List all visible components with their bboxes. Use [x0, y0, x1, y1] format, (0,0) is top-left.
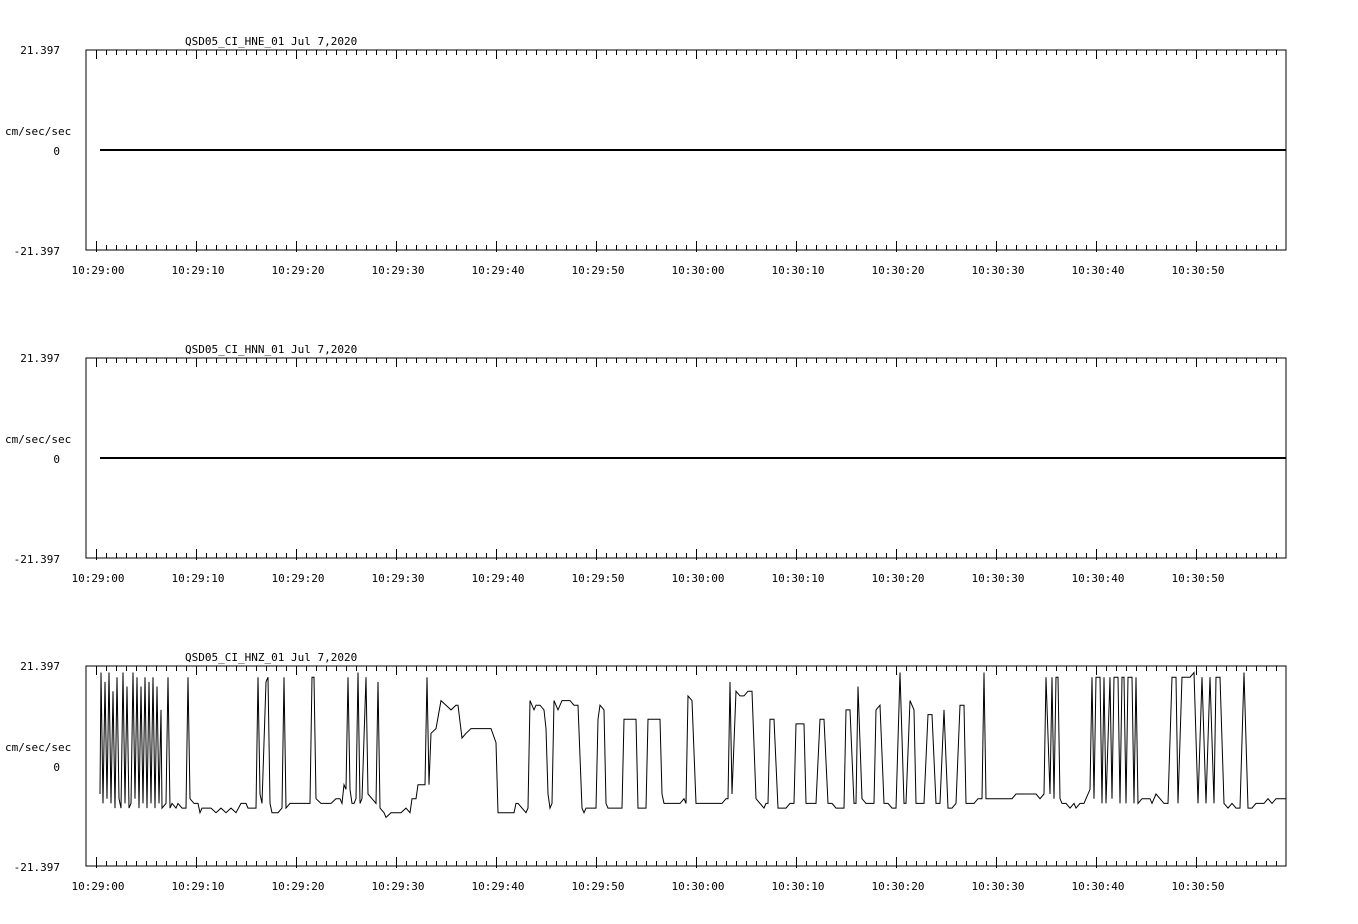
x-tick-label: 10:29:30: [371, 572, 425, 585]
x-tick-label: 10:29:00: [71, 880, 125, 893]
y-tick-label: -21.397: [13, 861, 60, 874]
x-tick-label: 10:29:30: [371, 264, 425, 277]
x-tick-label: 10:29:00: [71, 264, 125, 277]
y-tick-label: 0: [53, 453, 60, 466]
x-tick-label: 10:30:10: [771, 264, 825, 277]
y-tick-label: 0: [53, 145, 60, 158]
y-tick-label: 21.397: [20, 352, 60, 365]
x-tick-label: 10:30:10: [771, 572, 825, 585]
y-tick-label: 21.397: [20, 660, 60, 673]
chart-title: QSD05_CI_HNZ_01 Jul 7,2020: [185, 651, 358, 664]
x-tick-label: 10:29:20: [271, 572, 325, 585]
y-axis-unit-label: cm/sec/sec: [5, 125, 72, 138]
x-tick-label: 10:29:10: [171, 572, 225, 585]
x-tick-label: 10:29:50: [571, 880, 625, 893]
x-tick-label: 10:30:40: [1071, 880, 1125, 893]
chart-panel-3: [5, 651, 1286, 893]
y-axis-unit-label: cm/sec/sec: [5, 741, 72, 754]
x-tick-label: 10:30:50: [1171, 572, 1225, 585]
y-tick-label: 0: [53, 761, 60, 774]
x-tick-label: 10:30:00: [671, 880, 725, 893]
x-tick-label: 10:30:20: [871, 264, 925, 277]
x-tick-label: 10:29:20: [271, 264, 325, 277]
x-tick-label: 10:30:30: [971, 572, 1025, 585]
y-tick-label: 21.397: [20, 44, 60, 57]
x-tick-label: 10:30:00: [671, 572, 725, 585]
x-tick-label: 10:30:30: [971, 880, 1025, 893]
x-tick-label: 10:29:10: [171, 880, 225, 893]
x-tick-label: 10:30:10: [771, 880, 825, 893]
waveform-trace: [100, 673, 1286, 818]
x-tick-label: 10:30:20: [871, 880, 925, 893]
chart-panel-1: [5, 35, 1286, 277]
x-tick-label: 10:29:40: [471, 264, 525, 277]
chart-title: QSD05_CI_HNN_01 Jul 7,2020: [185, 343, 358, 356]
x-tick-label: 10:30:20: [871, 572, 925, 585]
x-tick-label: 10:30:30: [971, 264, 1025, 277]
x-tick-label: 10:29:50: [571, 264, 625, 277]
x-tick-label: 10:30:50: [1171, 264, 1225, 277]
x-tick-label: 10:30:50: [1171, 880, 1225, 893]
x-tick-label: 10:29:40: [471, 572, 525, 585]
y-tick-label: -21.397: [13, 245, 60, 258]
y-tick-label: -21.397: [13, 553, 60, 566]
x-tick-label: 10:30:40: [1071, 572, 1125, 585]
x-tick-label: 10:29:30: [371, 880, 425, 893]
y-axis-unit-label: cm/sec/sec: [5, 433, 72, 446]
chart-panel-2: [5, 343, 1286, 585]
x-tick-label: 10:29:10: [171, 264, 225, 277]
x-tick-label: 10:29:20: [271, 880, 325, 893]
x-tick-label: 10:30:40: [1071, 264, 1125, 277]
x-tick-label: 10:29:40: [471, 880, 525, 893]
x-tick-label: 10:29:50: [571, 572, 625, 585]
chart-title: QSD05_CI_HNE_01 Jul 7,2020: [185, 35, 358, 48]
x-tick-label: 10:29:00: [71, 572, 125, 585]
x-tick-label: 10:30:00: [671, 264, 725, 277]
